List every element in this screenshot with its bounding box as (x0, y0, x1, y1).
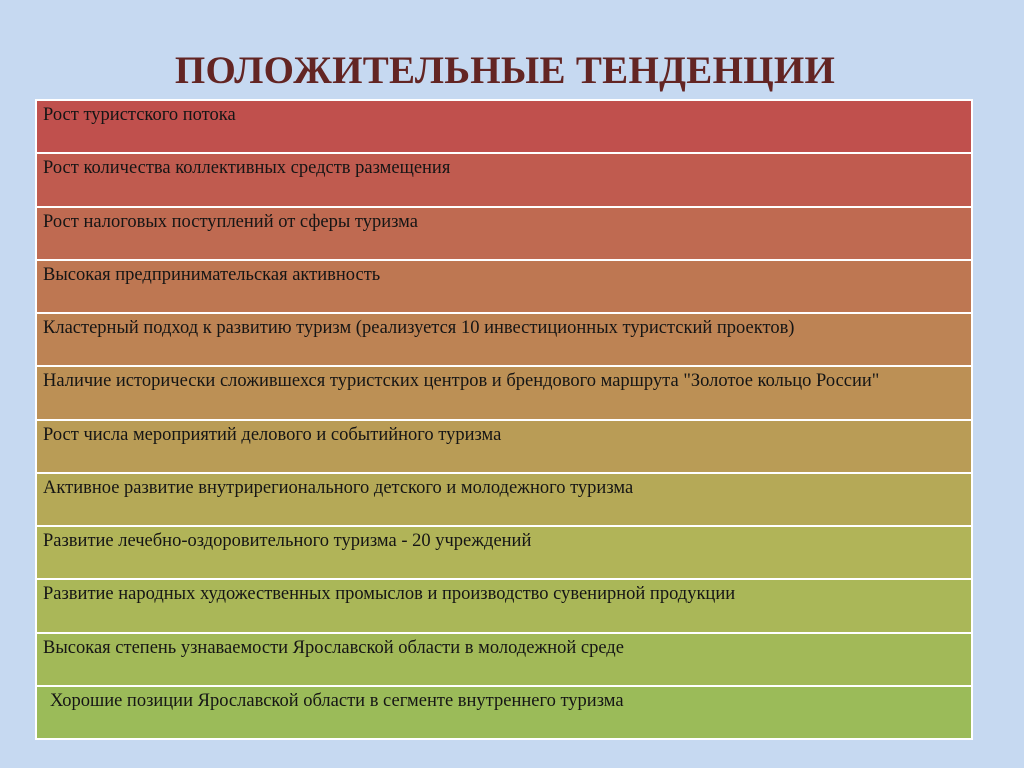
table-row: Хорошие позиции Ярославской области в сегменте внутреннего туризма (37, 687, 971, 738)
table-row: Рост налоговых поступлений от сферы туризма (37, 208, 971, 259)
slide-title: ПОЛОЖИТЕЛЬНЫЕ ТЕНДЕНЦИИ (174, 49, 836, 92)
table-row: Активное развитие внутрирегионального детского и молодежного туризма (37, 474, 971, 525)
table-row: Высокая степень узнаваемости Ярославской области в молодежной среде (37, 634, 971, 685)
table-row: Рост количества коллективных средств размещения (37, 154, 971, 205)
table-row: Рост числа мероприятий делового и событийного туризма (37, 421, 971, 472)
table-row: Развитие народных художественных промыслов и производство сувенирной продукции (37, 580, 971, 631)
table-row: Наличие исторически сложившехся туристских центров и брендового маршрута "Золотое кольцо России" (37, 367, 971, 418)
table-row: Рост туристского потока (37, 101, 971, 152)
trends-table (35, 99, 973, 740)
table-row: Кластерный подход к развитию туризм (реализуется 10 инвестиционных туристский проектов) (37, 314, 971, 365)
table-row: Высокая предпринимательская активность (37, 261, 971, 312)
table-row: Развитие лечебно-оздоровительного туризма - 20 учреждений (37, 527, 971, 578)
